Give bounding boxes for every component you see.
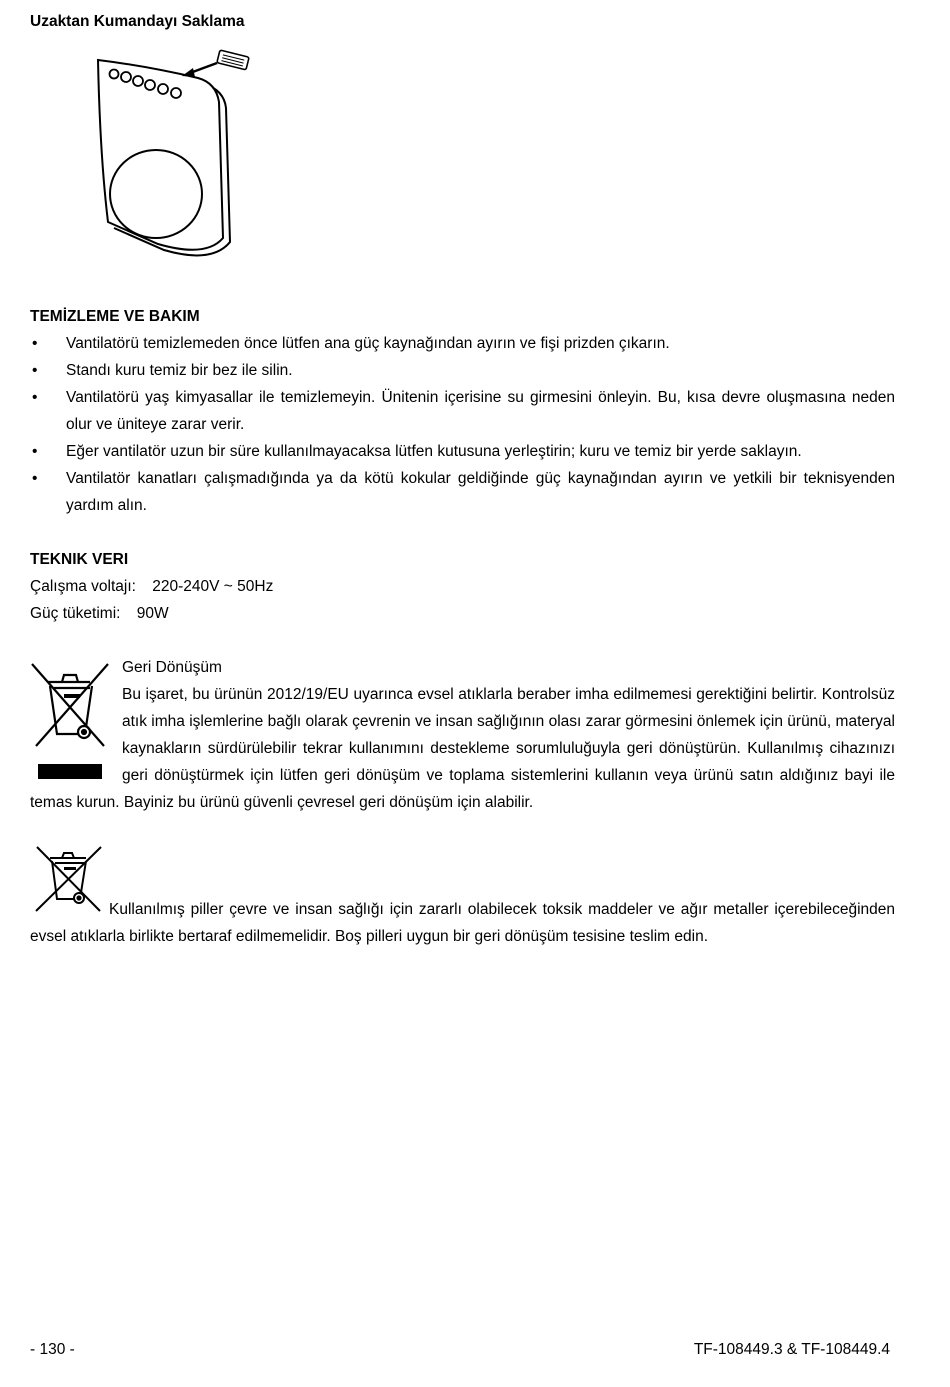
fan-remote-illustration (92, 46, 262, 260)
power-value: 90W (136, 605, 169, 622)
list-item: • Vantilatör kanatları çalışmadığında ya da kötü kokular geldiğinde güç kaynağından ayırın ve yetkili bir teknisyenden yardım alın. (32, 470, 895, 514)
voltage-label: Çalışma voltajı: (30, 578, 136, 595)
power-label: Güç tüketimi: (30, 605, 121, 622)
power-row (30, 600, 169, 627)
cleaning-list (30, 330, 895, 519)
specs-heading: TEKNIK VERI (30, 551, 129, 568)
list-item: • Vantilatörü yaş kimyasallar ile temizlemeyin. Ünitenin içerisine su girmesini önleyin. Bu, kısa devre oluşmasına neden olur ve üniteye zarar verir. (32, 389, 895, 433)
model-number: TF-108449.3 & TF-108449.4 (693, 1341, 890, 1358)
cleaning-heading: TEMİZLEME VE BAKIM (30, 308, 200, 325)
remote-storage-heading: Uzaktan Kumandayı Saklama (30, 13, 245, 30)
icon-spacer (30, 681, 122, 789)
list-item: • Eğer vantilatör uzun bir süre kullanılmayacaksa lütfen kutusuna yerleştirin; kuru ve temiz bir yerde saklayın. (32, 443, 802, 460)
page-number: - 130 - (30, 1341, 75, 1358)
recycling-heading: Geri Dönüşüm (122, 659, 222, 676)
battery-paragraph: Kullanılmış piller çevre ve insan sağlığı için zararlı olabilecek toksik maddeler ve ağır metaller içerebileceğinden evsel atıklarla birlikte bertaraf edilmemelidir. Boş pilleri uygun bir geri dönüşüm tesisine teslim edin. (30, 901, 895, 945)
recycling-paragraph: Bu işaret, bu ürünün 2012/19/EU uyarınca evsel atıklarla beraber imha edilmemesi gerektiğini belirtir. Kontrolsüz atık imha işlemlerine bağlı olarak çevrenin ve insan sağlığının olası zarar görmesini önlemek için ürünü, materyal kaynakların sürdürülebilir tekrar kullanımını destekleme sorumluluğuyla geri dönüştürün. Kullanılmış cihazınızı geri dönüştürmek için lütfen geri dönüşüm ve toplama sistemlerini kullanın veya ürünü satın aldığınız bayi ile temas kurun. Bayiniz bu ürünü güvenli çevresel geri dönüşüm için alabilir. (30, 681, 895, 816)
voltage-value: 220-240V ~ 50Hz (152, 578, 274, 595)
list-item: • Standı kuru temiz bir bez ile silin. (32, 362, 293, 379)
voltage-row (30, 573, 273, 600)
list-item: • Vantilatörü temizlemeden önce lütfen ana güç kaynağından ayırın ve fişi prizden çıkarın. (32, 335, 670, 352)
